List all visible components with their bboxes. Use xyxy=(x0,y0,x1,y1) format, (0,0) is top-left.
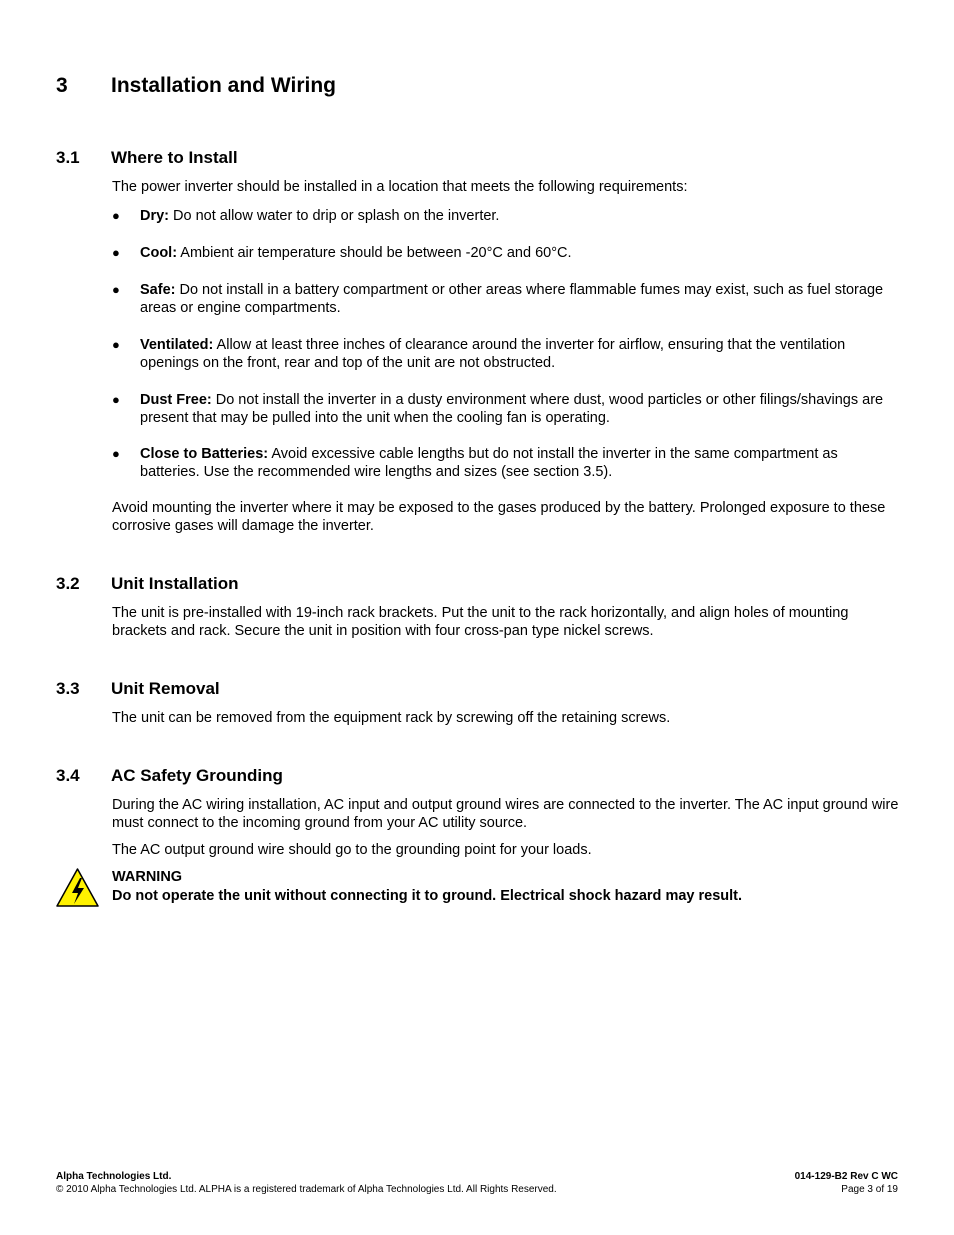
subsection-heading-3-3 xyxy=(56,679,556,701)
list-item-text: Ambient air temperature should be between -20°C and 60°C. xyxy=(177,245,572,261)
paragraph: During the AC wiring installation, AC input and output ground wires are connected to the inverter. The AC input ground wire must connect to the incoming ground from your AC utility source. xyxy=(112,797,899,832)
subsection-number: 3.2 xyxy=(56,574,80,593)
bullet-dot: ● xyxy=(112,245,120,260)
subsection-heading-3-1 xyxy=(56,148,556,170)
subsection-number: 3.4 xyxy=(56,766,80,785)
subsection-title: AC Safety Grounding xyxy=(111,766,283,785)
bullet-dot: ● xyxy=(112,282,120,297)
bullet-dot: ● xyxy=(112,208,120,223)
list-item-label: Dust Free: xyxy=(140,392,212,408)
list-item-text: Allow at least three inches of clearance around the inverter for airflow, ensuring that the ventilation openings on the front, rear and top of the unit are not obstructed. xyxy=(140,337,846,372)
list-item-label: Close to Batteries: xyxy=(140,446,269,462)
list-item-text: Do not install the inverter in a dusty environment where dust, wood particles or other filings/shavings are present that may be pulled into the unit when the cooling fan is operating. xyxy=(140,392,884,427)
subsection-number: 3.3 xyxy=(56,679,80,698)
section-heading xyxy=(56,74,556,100)
paragraph: The unit is pre-installed with 19-inch rack brackets. Put the unit to the rack horizontally, and align holes of mounting brackets and rack. Secure the unit in position with four cross-pan type nickel screws. xyxy=(112,605,849,640)
list-item-label: Ventilated: xyxy=(140,337,214,353)
section-number: 3 xyxy=(56,74,68,97)
footer-company: Alpha Technologies Ltd. xyxy=(56,1171,172,1182)
footer-doc-number: 014-129-B2 Rev C WC xyxy=(794,1171,898,1182)
warning-text: Do not operate the unit without connecting it to ground. Electrical shock hazard may result. xyxy=(112,888,743,904)
paragraph: Avoid mounting the inverter where it may be exposed to the gases produced by the battery. Prolonged exposure to these corrosive gases will damage the inverter. xyxy=(112,500,886,535)
subsection-heading-3-4 xyxy=(56,766,556,788)
subsection-heading-3-2 xyxy=(56,574,556,596)
subsection-title: Where to Install xyxy=(111,148,238,167)
subsection-title: Unit Removal xyxy=(111,679,220,698)
list-item-text: Avoid excessive cable lengths but do not install the inverter in the same compartment as batteries. Use the recommended wire lengths and sizes (see section 3.5). xyxy=(140,446,838,481)
paragraph: The unit can be removed from the equipment rack by screwing off the retaining screws. xyxy=(112,710,671,726)
high-voltage-warning-icon xyxy=(55,867,100,909)
list-item-text: Do not allow water to drip or splash on the inverter. xyxy=(169,208,500,224)
list-item-label: Safe: xyxy=(140,282,176,298)
footer-page-number: Page 3 of 19 xyxy=(841,1184,898,1195)
list-item-label: Dry: xyxy=(140,208,170,224)
paragraph: The AC output ground wire should go to the grounding point for your loads. xyxy=(112,842,592,858)
list-item-label: Cool: xyxy=(140,245,178,261)
subsection-title: Unit Installation xyxy=(111,574,239,593)
bullet-dot: ● xyxy=(112,446,120,461)
warning-title: WARNING xyxy=(112,869,183,885)
bullet-dot: ● xyxy=(112,337,120,352)
subsection-number: 3.1 xyxy=(56,148,80,167)
paragraph: The power inverter should be installed in a location that meets the following requirements: xyxy=(112,179,688,195)
list-item-text: Do not install in a battery compartment or other areas where flammable fumes may exist, such as fuel storage areas or engine compartments. xyxy=(140,282,884,317)
footer-copyright: © 2010 Alpha Technologies Ltd. ALPHA is a registered trademark of Alpha Technologies Ltd. All Rights Reserved. xyxy=(56,1184,557,1195)
bullet-dot: ● xyxy=(112,392,120,407)
section-title: Installation and Wiring xyxy=(111,74,336,97)
